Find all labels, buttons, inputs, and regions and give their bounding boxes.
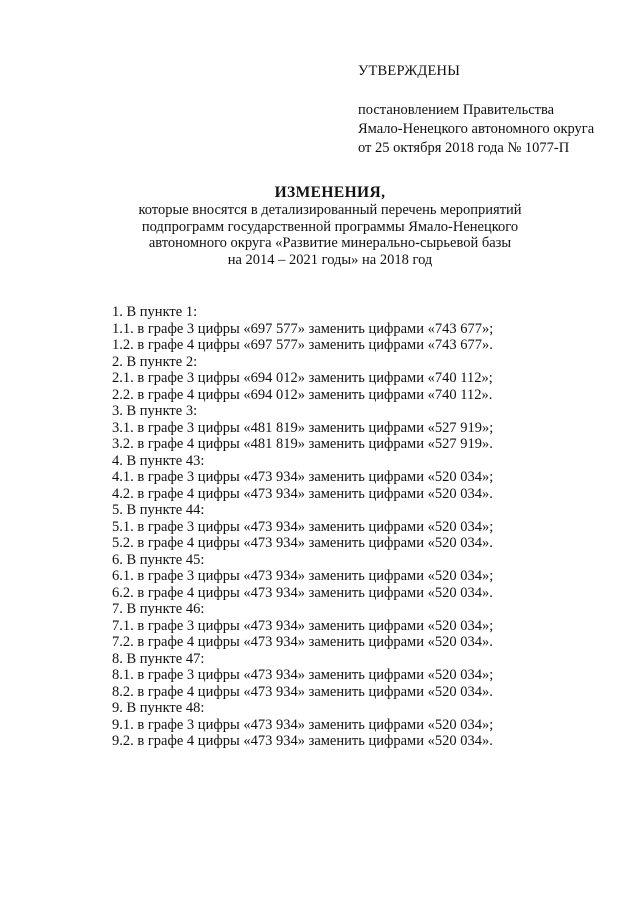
- list-item: 5. В пункте 44:: [112, 502, 205, 518]
- list-item: 2.1. в графе 3 цифры «694 012» заменить цифрами «740 112»;: [112, 370, 493, 386]
- heading-line: подпрограмм государственной программы Ямало-Ненецкого: [141, 218, 519, 235]
- list-item: 7.1. в графе 3 цифры «473 934» заменить цифрами «520 034»;: [112, 617, 494, 634]
- list-item: 9.1. в графе 3 цифры «473 934» заменить цифрами «520 034»;: [112, 716, 494, 733]
- list-item: 1.2. в графе 4 цифры «697 577» заменить цифрами «743 677».: [112, 337, 493, 353]
- approval-stamp-title: УТВЕРЖДЕНЫ: [358, 63, 461, 79]
- list-item: 8.1. в графе 3 цифры «473 934» заменить цифрами «520 034»;: [112, 667, 494, 683]
- list-item: 4.1. в графе 3 цифры «473 934» заменить цифрами «520 034»;: [112, 469, 494, 485]
- list-item: 3. В пункте 3:: [112, 403, 198, 419]
- amendments-list: [112, 304, 493, 750]
- list-item: 6.2. в графе 4 цифры «473 934» заменить цифрами «520 034».: [112, 584, 493, 601]
- list-item: 1. В пункте 1:: [112, 304, 198, 320]
- approval-line: Ямало-Ненецкого автономного округа: [358, 121, 595, 137]
- list-item: 3.1. в графе 3 цифры «481 819» заменить цифрами «527 919»;: [112, 419, 494, 436]
- list-item: 2. В пункте 2:: [112, 353, 198, 370]
- list-item: 9. В пункте 48:: [112, 700, 205, 716]
- list-item: 9.2. в графе 4 цифры «473 934» заменить цифрами «520 034».: [112, 733, 493, 749]
- list-item: 1.1. в графе 3 цифры «697 577» заменить цифрами «743 677»;: [112, 320, 494, 337]
- list-item: 4.2. в графе 4 цифры «473 934» заменить цифрами «520 034».: [112, 485, 493, 502]
- list-item: 8. В пункте 47:: [112, 650, 205, 667]
- heading-line: автономного округа «Развитие минерально-сырьевой базы: [148, 235, 512, 251]
- list-item: 5.2. в графе 4 цифры «473 934» заменить цифрами «520 034».: [112, 535, 493, 551]
- list-item: 8.2. в графе 4 цифры «473 934» заменить цифрами «520 034».: [112, 683, 493, 700]
- approval-line: постановлением Правительства: [358, 102, 555, 118]
- document-title: ИЗМЕНЕНИЯ,: [274, 184, 386, 201]
- approval-line: от 25 октября 2018 года № 1077-П: [358, 140, 570, 156]
- heading-line: на 2014 – 2021 годы» на 2018 год: [227, 251, 433, 268]
- list-item: 7. В пункте 46:: [112, 601, 205, 617]
- heading-line: которые вносятся в детализированный перечень мероприятий: [138, 202, 522, 218]
- list-item: 5.1. в графе 3 цифры «473 934» заменить цифрами «520 034»;: [112, 518, 494, 535]
- list-item: 6. В пункте 45:: [112, 551, 205, 568]
- list-item: 7.2. в графе 4 цифры «473 934» заменить цифрами «520 034».: [112, 634, 493, 650]
- list-item: 6.1. в графе 3 цифры «473 934» заменить цифрами «520 034»;: [112, 568, 494, 584]
- document-heading: [120, 184, 540, 268]
- list-item: 2.2. в графе 4 цифры «694 012» заменить цифрами «740 112».: [112, 386, 493, 403]
- approval-block: [358, 62, 594, 158]
- list-item: 4. В пункте 43:: [112, 452, 205, 469]
- list-item: 3.2. в графе 4 цифры «481 819» заменить цифрами «527 919».: [112, 436, 493, 452]
